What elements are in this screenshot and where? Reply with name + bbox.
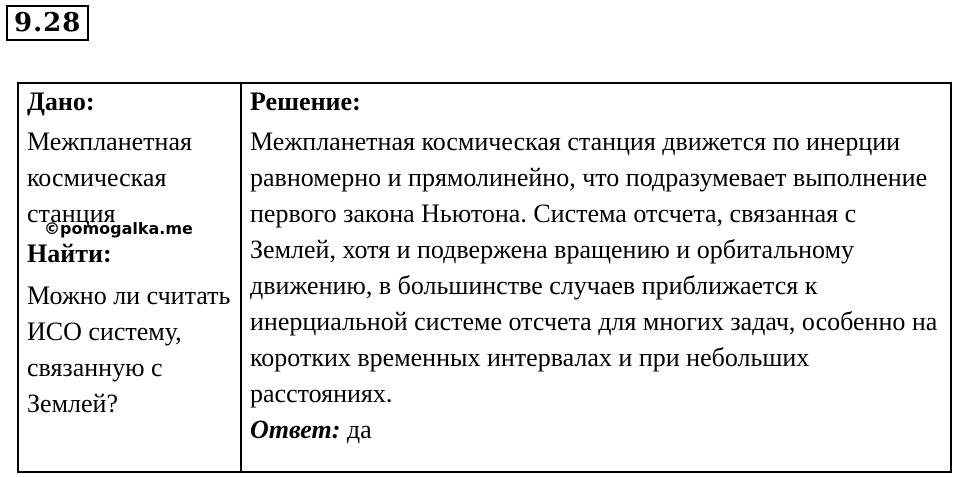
find-heading: Найти: — [27, 239, 112, 268]
solution-text: Межпланетная космическая станция движется по инерции равномерно и прямолинейно, что подразумевает выполнение первого закона Ньютона. Система отсчета, связанная с Землей, хотя и подвержена вращению и орбитальному движению, в большинстве случаев приближается к инерциальной системе отсчета для многих задач, особенно на коротких временных интервалах и при небольших расстояниях. — [250, 127, 938, 408]
given-find-column — [18, 83, 241, 472]
answer-line — [250, 412, 942, 448]
given-heading: Дано: — [27, 87, 95, 116]
solution-heading: Решение: — [250, 87, 361, 116]
watermark: ©pomogalka.me — [44, 219, 193, 238]
given-text: Межпланетная космическая станция — [27, 127, 192, 228]
answer-label: Ответ: — [250, 415, 341, 444]
problem-number: 9.28 — [6, 5, 89, 41]
solution-column — [241, 83, 951, 472]
find-text: Можно ли считать ИСО систему, связанную с Землей? — [27, 281, 231, 418]
answer-value: да — [346, 415, 372, 444]
task-table — [17, 82, 952, 473]
